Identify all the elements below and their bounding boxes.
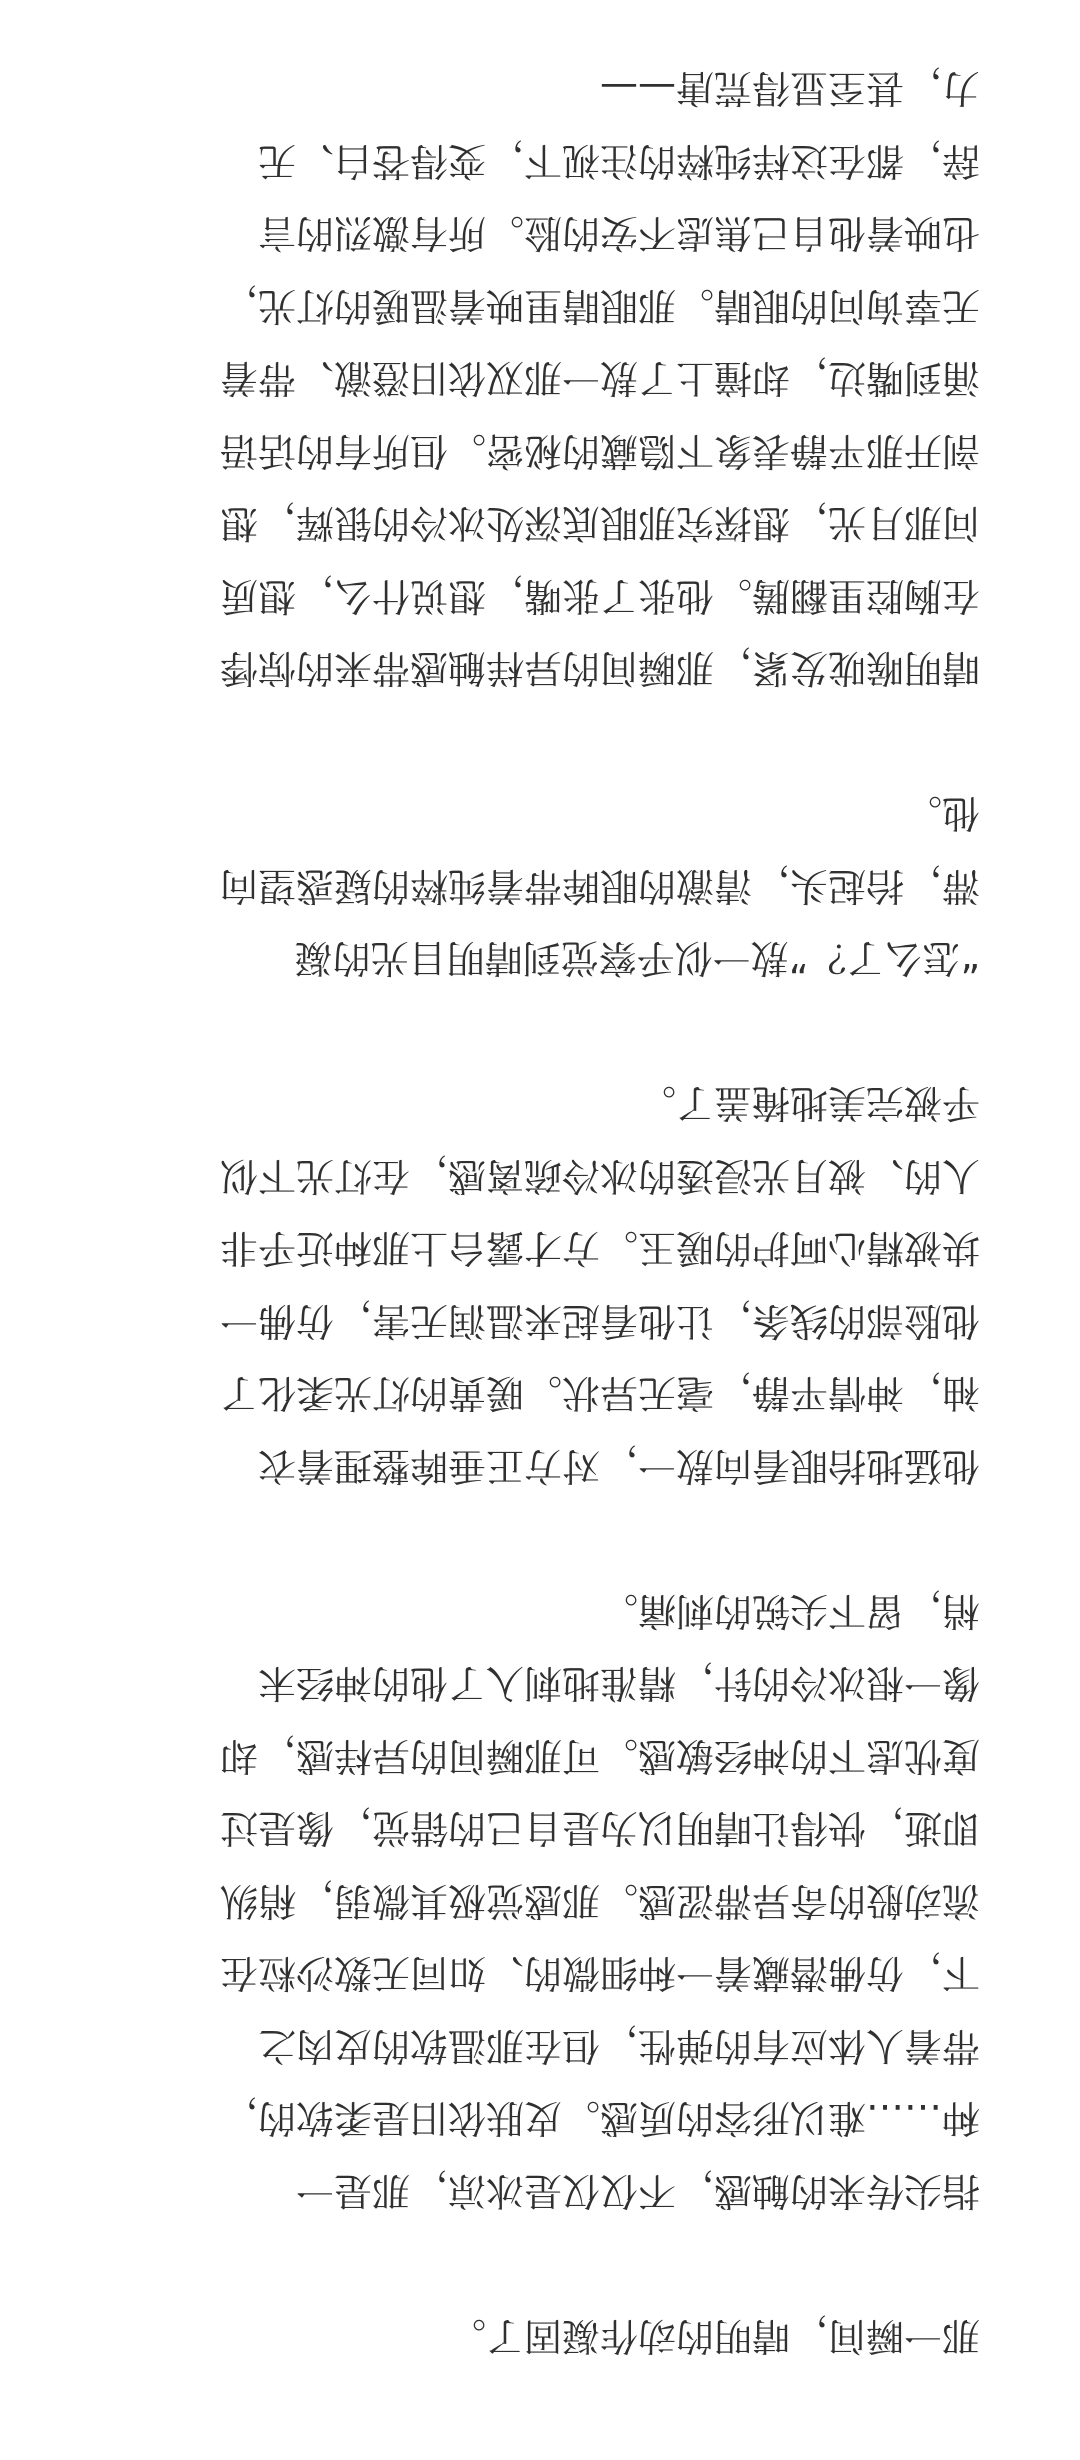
text-line: 带着人体应有的弹性，但在那温软的皮肉之	[257, 2024, 980, 2068]
text-line: “怎么了？”敖一似乎察觉到晴明目光的凝	[294, 936, 980, 981]
text-line: 度忧虑下的神经敏感。可那瞬间的异样感，却	[219, 1734, 980, 1778]
text-line: 他。	[903, 791, 980, 836]
text-line: 问那月光，想探究那眼底深处冰冷的银辉，想	[219, 501, 980, 546]
text-line: 滞，抬起头，清澈的眼眸带着纯粹的疑惑望向	[219, 864, 980, 908]
story-text	[100, 0, 980, 2372]
paragraph-4	[100, 777, 980, 995]
paragraph-1	[100, 2300, 980, 2373]
text-line: 流动般的奇异滞涩感。那感觉极其微弱，稍纵	[219, 1879, 980, 1923]
text-line: 块被精心呵护的暖玉。方才露台上那种近乎非	[219, 1226, 980, 1271]
paragraph-3	[100, 1067, 980, 1502]
text-line: 在胸腔里翻腾。他张了张嘴，想说什么，想质	[219, 574, 980, 618]
text-line: 晴明喉咙发紧，那瞬间的异样触感带来的惊悸	[219, 646, 980, 691]
text-line: 力，甚至显得荒唐——	[599, 66, 980, 111]
text-line: 他猛地抬眼看向敖一，对方正垂眸整理着衣	[257, 1444, 980, 1488]
text-line: 剖开那平静表象下隐藏的秘密。但所有的话语	[219, 429, 980, 473]
text-line: 指尖传来的触感，不仅仅是冰凉，那是一	[295, 2169, 980, 2213]
text-line: 乎被完美地掩盖了。	[637, 1081, 980, 1126]
text-line: 涌到嘴边，却撞上了敖一那双依旧澄澈、带着	[219, 356, 980, 401]
text-line: 即逝，快得让晴明以为是自己的错觉，像是过	[219, 1806, 980, 1851]
text-line: 人的、被月光浸透的冰冷疏离感，在灯光下似	[219, 1154, 980, 1198]
text-line: 无辜询问的眼睛。那眼睛里映着温暖的灯光，	[219, 284, 980, 328]
text-line: 那一瞬间，晴明的动作凝固了。	[447, 2314, 980, 2358]
text-line: 辞，都在这样纯粹的注视下，变得苍白、无	[257, 139, 980, 183]
paragraph-5	[100, 52, 980, 705]
text-line: 像一根冰冷的针，精准地刺入了他的神经末	[257, 1661, 980, 1706]
text-line: 他脸部的线条，让他看起来温润无害，仿佛一	[219, 1299, 980, 1343]
text-line: 袖，神情平静，毫无异状。暖黄的灯光柔化了	[219, 1371, 980, 1416]
text-line: 也映着他自己焦虑不安的脸。所有激烈的言	[257, 211, 980, 256]
text-line: 种……难以形容的质感。皮肤依旧是柔软的，	[219, 2096, 980, 2141]
paragraph-2	[100, 1575, 980, 2228]
text-line: 下，仿佛潜藏着一种细微的、如同无数沙粒在	[219, 1951, 980, 1996]
text-line: 梢，留下尖锐的刺痛。	[599, 1589, 980, 1633]
